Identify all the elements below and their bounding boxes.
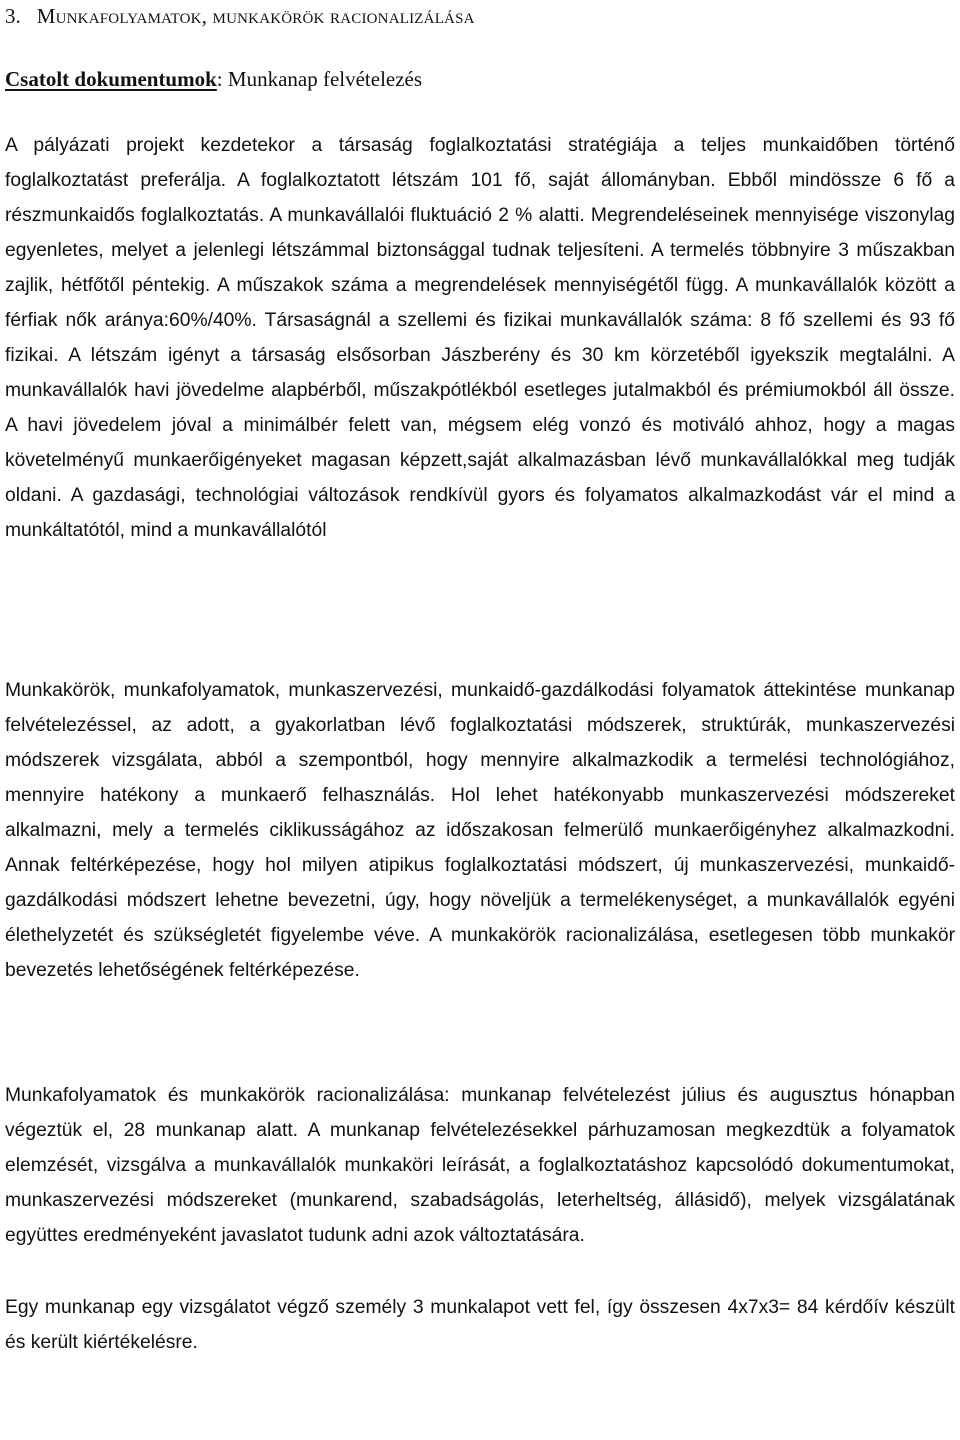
section-title: Munkafolyamatok, munkakörök racionalizálása — [36, 4, 475, 28]
attached-documents-label: Csatolt dokumentumok — [5, 67, 217, 91]
paragraph-survey-count: Egy munkanap egy vizsgálatot végző személy 3 munkalapot vett fel, így összesen 4x7x3= 84 kérdőív készült és került kiértékelésre. — [5, 1297, 955, 1353]
attached-documents-line — [5, 66, 955, 92]
paragraph-company-overview: A pályázati projekt kezdetekor a társaság foglalkoztatási stratégiája a teljes munkaidőben történő foglalkoztatást preferálja. A foglalkoztatott létszám 101 fő, saját állományban. Ebből mindössze 6 fő a részmunkaidős foglalkoztatás. A munkavállalói fluktuáció 2 % alatti. Megrendeléseinek mennyisége viszonylag egyenletes, melyet a jelenlegi létszámmal biztonsággal tudnak teljesíteni. A termelés többnyire 3 műszakban zajlik, hétfőtől péntekig. A műszakok száma a megrendelések mennyiségétől függ. A munkavállalók között a férfiak nők aránya:60%/40%. Társaságnál a szellemi és fizikai munkavállalók száma: 8 fő szellemi és 93 fő fizikai. A létszám igényt a társaság elsősorban Jászberény és 30 km körzetéből igyekszik megtalálni. A munkavállalók havi jövedelme alapbérből, műszakpótlékból esetleges jutalmakból és prémiumokból áll össze. A havi jövedelem jóval a minimálbér felett van, mégsem elég vonzó és motiváló ahhoz, hogy a magas követelményű munkaerőigényeket magasan képzett,saját alkalmazásban lévő munkavállalókkal meg tudják oldani. A gazdasági, technológiai változások rendkívül gyors és folyamatos alkalmazkodást vár el mind a munkáltatótól, mind a munkavállalótól — [5, 135, 955, 541]
section-heading — [5, 3, 955, 29]
attached-documents-value: Munkanap felvételezés — [222, 67, 423, 91]
paragraph-work-review: Munkakörök, munkafolyamatok, munkaszervezési, munkaidő-gazdálkodási folyamatok áttekintése munkanap felvételezéssel, az adott, a gyakorlatban lévő foglalkoztatási módszerek, struktúrák, munkaszervezési módszerek vizsgálata, abból a szempontból, hogy mennyire alkalmazkodik a termelési technológiához, mennyire hatékony a munkaerő felhasználás. Hol lehet hatékonyabb munkaszervezési módszereket alkalmazni, mely a termelés ciklikusságához az időszakosan felmerülő munkaerőigényhez alkalmazkodni. Annak feltérképezése, hogy hol milyen atipikus foglalkoztatási módszert, új munkaszervezési, munkaidő-gazdálkodási módszert lehetne bevezetni, úgy, hogy növeljük a termelékenységet, a munkavállalók egyéni élethelyzetét és szükségletét figyelembe véve. A munkakörök racionalizálása, esetlegesen több munkakör bevezetés lehetőségének feltérképezése. — [5, 680, 955, 981]
paragraph-rationalization: Munkafolyamatok és munkakörök racionalizálása: munkanap felvételezést július és augusztus hónapban végeztük el, 28 munkanap alatt. A munkanap felvételezésekkel párhuzamosan megkezdtük a folyamatok elemzését, vizsgálva a munkavállalók munkaköri leírását, a foglalkoztatáshoz kapcsolódó dokumentumokat, munkaszervezési módszereket (munkarend, szabadságolás, leterheltség, állásidő), melyek vizsgálatának együttes eredményeként javaslatot tudunk adni azok változtatására. — [5, 1085, 955, 1246]
document-page — [5, 0, 955, 1440]
section-number: 3. — [5, 4, 21, 28]
attached-documents-separator: : — [216, 67, 223, 91]
